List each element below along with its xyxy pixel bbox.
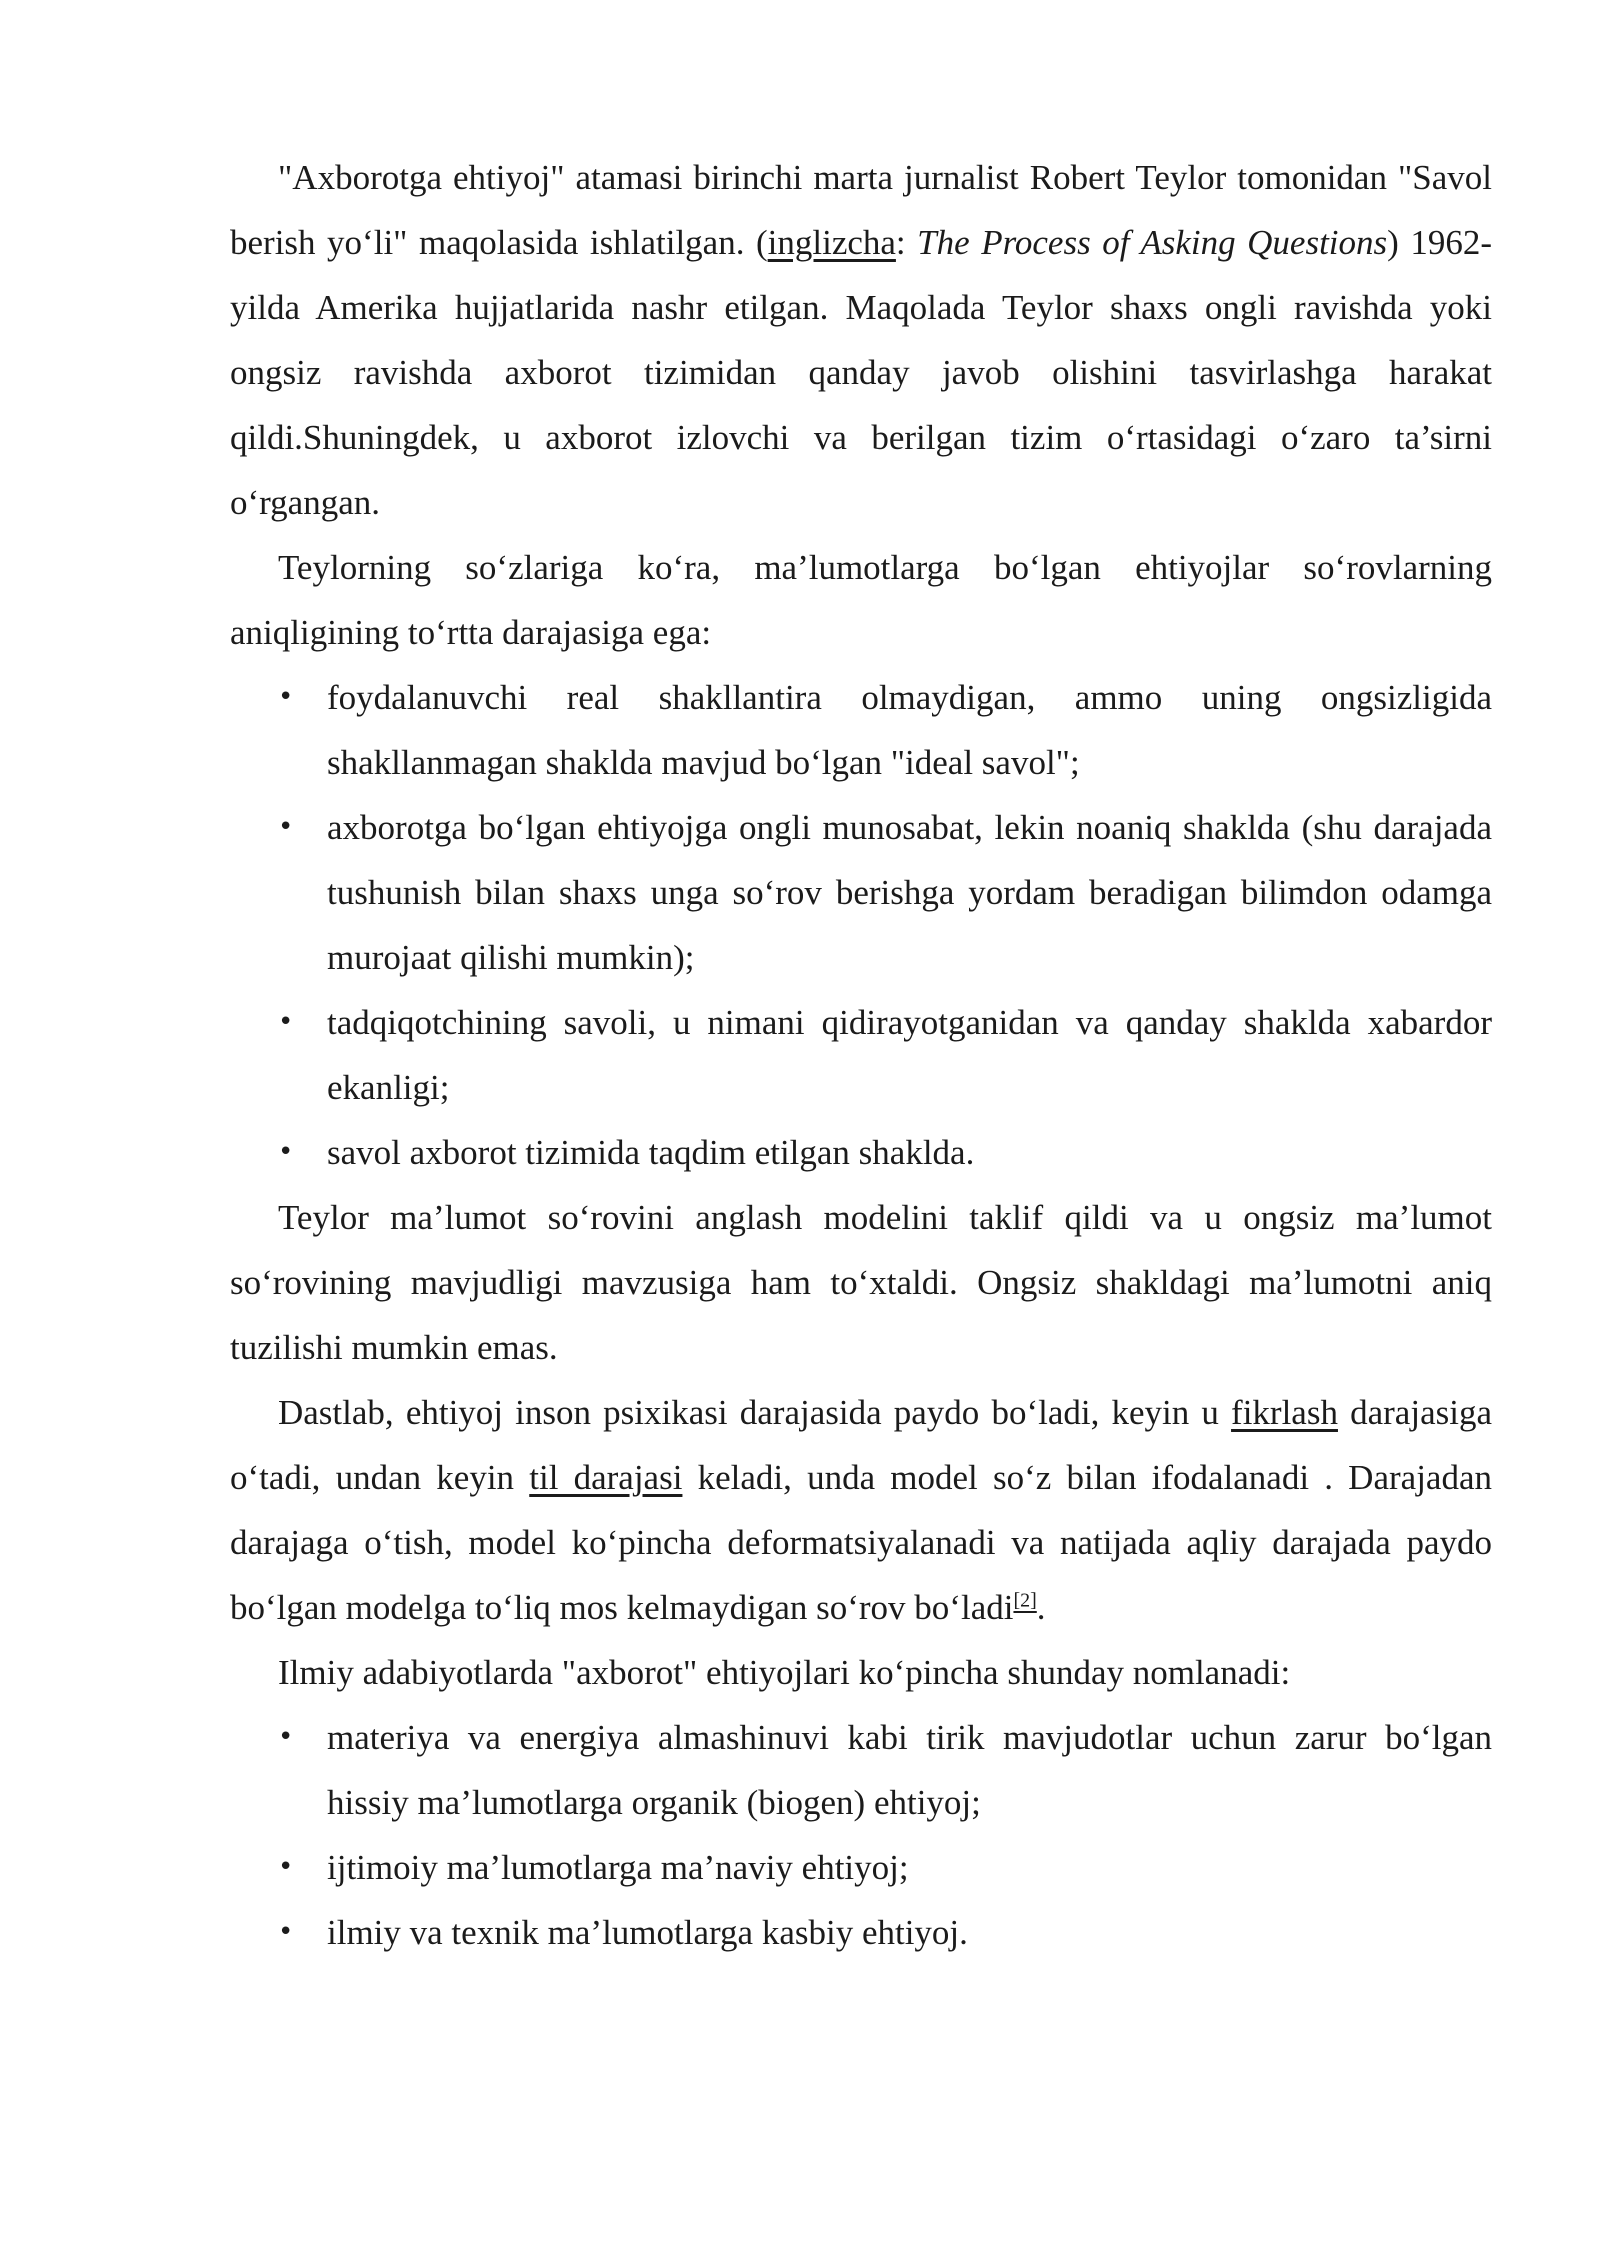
list-item-text: axborotga bo‘lgan ehtiyojga ongli munosabat, lekin noaniq shaklda (shu darajada tushunish bilan shaxs unga so‘rov berishga yordam beradigan bilimdon odamga murojaat qilishi mumkin); — [327, 808, 1492, 977]
list-item-text: tadqiqotchining savoli, u nimani qidirayotganidan va qanday shaklda xabardor ekanligi; — [327, 1003, 1492, 1107]
link-til-darajasi[interactable]: til darajasi — [529, 1458, 683, 1497]
footnote-link[interactable]: [2] — [1013, 1589, 1037, 1612]
bullet-icon: • — [278, 682, 294, 712]
list-item — [230, 665, 1492, 795]
bullet-icon: • — [278, 1917, 294, 1947]
paragraph-intro — [230, 145, 1492, 535]
list-item — [230, 1835, 1492, 1900]
list-item — [230, 795, 1492, 990]
document-page — [230, 145, 1492, 1965]
bullet-icon: • — [278, 1852, 294, 1882]
period-text: . — [1036, 1588, 1046, 1627]
article-title: The Process of Asking Questions — [917, 223, 1388, 262]
list-item — [230, 990, 1492, 1120]
list-item — [230, 1705, 1492, 1835]
link-fikrlash[interactable]: fikrlash — [1231, 1393, 1338, 1432]
paragraph-text: Dastlab, ehtiyoj inson psixikasi darajasida paydo bo‘ladi, keyin u — [278, 1393, 1232, 1432]
list-item — [230, 1900, 1492, 1965]
list-item-text: savol axborot tizimida taqdim etilgan shaklda. — [327, 1133, 975, 1172]
list-item-text: foydalanuvchi real shakllantira olmaydigan, ammo uning ongsizligida shakllanmagan shaklda mavjud bo‘lgan "ideal savol"; — [327, 678, 1492, 782]
colon-text: : — [895, 223, 918, 262]
list-item — [230, 1120, 1492, 1185]
list-item-text: materiya va energiya almashinuvi kabi tirik mavjudotlar uchun zarur bo‘lgan hissiy ma’lumotlarga organik (biogen) ehtiyoj; — [327, 1718, 1492, 1822]
bullet-icon: • — [278, 1007, 294, 1037]
levels-list — [230, 665, 1492, 1185]
link-inglizcha[interactable]: inglizcha — [767, 223, 896, 262]
list-item-text: ijtimoiy ma’lumotlarga ma’naviy ehtiyoj; — [327, 1848, 909, 1887]
paragraph-needs: Ilmiy adabiyotlarda "axborot" ehtiyojlari ko‘pincha shunday nomlanadi: — [278, 1653, 1291, 1692]
paragraph-stages — [230, 1380, 1492, 1640]
bullet-icon: • — [278, 1722, 294, 1752]
paragraph-text: ) 1962-yilda Amerika hujjatlarida nashr etilgan. Maqolada Teylor shaxs ongli ravishda yoki ongsiz ravishda axborot tizimidan qanday javob olishini tasvirlashga harakat qildi.Shuningdek, u axborot izlovchi va berilgan tizim o‘rtasidagi o‘zaro ta’sirni o‘rgangan. — [230, 223, 1492, 522]
paragraph-text: darajasiga o‘tadi, undan keyin — [230, 1393, 1492, 1497]
paragraph-model: Teylor ma’lumot so‘rovini anglash modelini taklif qildi va u ongsiz ma’lumot so‘rovining mavjudligi mavzusiga ham to‘xtaldi. Ongsiz shakldagi ma’lumotni aniq tuzilishi mumkin emas. — [230, 1198, 1492, 1367]
bullet-icon: • — [278, 1137, 294, 1167]
paragraph-text: keladi, unda model so‘z bilan ifodalanadi . Darajadan darajaga o‘tish, model ko‘pincha deformatsiyalanadi va natijada aqliy darajada paydo bo‘lgan modelga to‘liq mos kelmaydigan so‘rov bo‘ladi — [230, 1458, 1492, 1627]
list-item-text: ilmiy va texnik ma’lumotlarga kasbiy ehtiyoj. — [327, 1913, 968, 1952]
needs-list — [230, 1705, 1492, 1965]
paragraph-levels: Teylorning so‘zlariga ko‘ra, ma’lumotlarga bo‘lgan ehtiyojlar so‘rovlarning aniqligining to‘rtta darajasiga ega: — [230, 548, 1492, 652]
paragraph-text: "Axborotga ehtiyoj" atamasi birinchi marta jurnalist Robert Teylor tomonidan "Savol berish yo‘li" maqolasida ishlatilgan. ( — [230, 158, 1492, 262]
bullet-icon: • — [278, 812, 294, 842]
